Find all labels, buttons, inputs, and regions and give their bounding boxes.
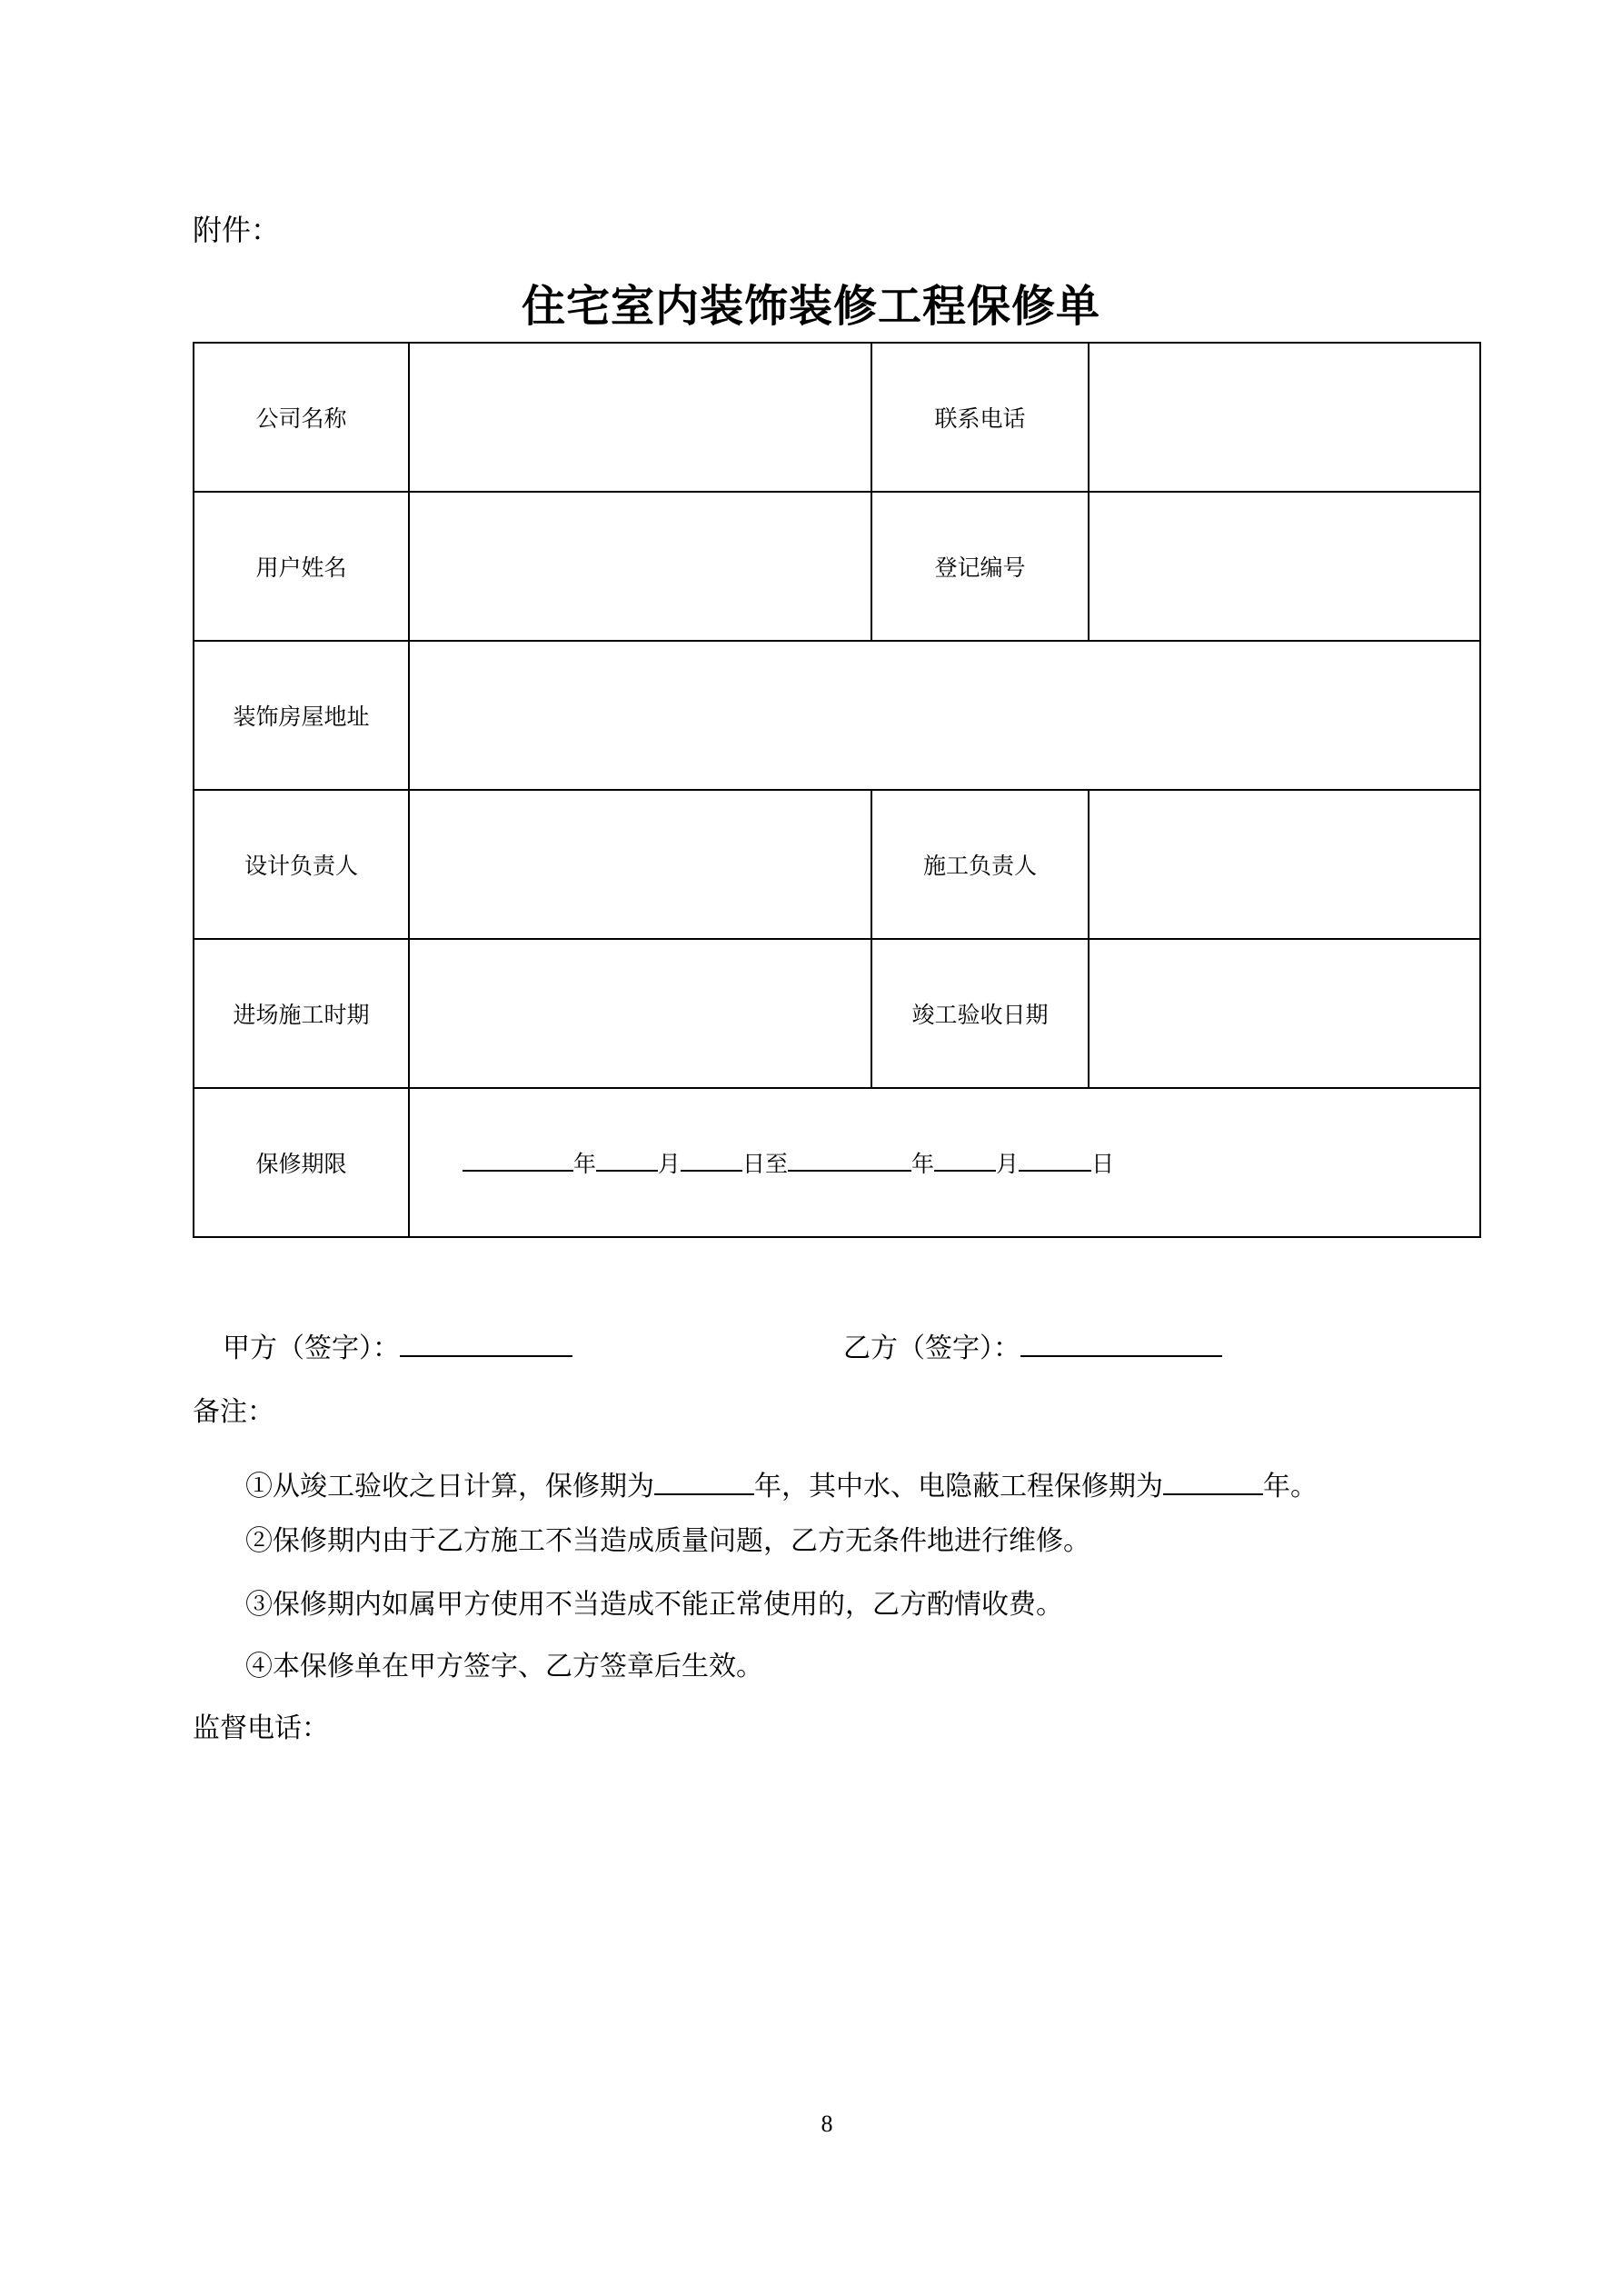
contact-phone-field[interactable] [1089, 343, 1480, 492]
page-title: 住宅室内装饰装修工程保修单 [521, 281, 1100, 332]
year-label: 年 [573, 1153, 597, 1177]
warranty-form-table [193, 342, 1481, 1238]
start-year-blank[interactable] [463, 1146, 573, 1172]
end-year-blank[interactable] [788, 1146, 911, 1172]
start-month-blank[interactable] [596, 1146, 658, 1172]
end-day-blank[interactable] [1019, 1146, 1091, 1172]
supervision-phone-label: 监督电话： [193, 1713, 329, 1743]
attachment-label: 附件： [193, 214, 281, 246]
month-label: 月 [658, 1153, 682, 1177]
address-label: 装饰房屋地址 [194, 641, 409, 790]
day-label: 日 [1091, 1153, 1115, 1177]
party-a-signature [223, 1325, 572, 1365]
company-name-field[interactable] [409, 343, 871, 492]
table-row [194, 492, 1480, 641]
registration-no-field[interactable] [1089, 492, 1480, 641]
table-row [194, 790, 1480, 939]
table-row [194, 343, 1480, 492]
table-row [194, 1088, 1480, 1237]
party-b-signature [843, 1325, 1222, 1365]
party-a-label: 甲方（签字）： [223, 1333, 400, 1363]
entry-date-label: 进场施工时期 [194, 939, 409, 1088]
completion-date-label: 竣工验收日期 [871, 939, 1089, 1088]
party-a-signature-blank[interactable] [400, 1332, 572, 1357]
month-label: 月 [996, 1153, 1020, 1177]
contact-phone-label: 联系电话 [871, 343, 1089, 492]
remark-text: 年。 [1263, 1472, 1318, 1502]
completion-date-field[interactable] [1089, 939, 1480, 1088]
start-day-blank[interactable] [681, 1146, 742, 1172]
construction-lead-field[interactable] [1089, 790, 1480, 939]
construction-lead-label: 施工负责人 [871, 790, 1089, 939]
party-b-signature-blank[interactable] [1020, 1332, 1222, 1357]
user-name-label: 用户姓名 [194, 492, 409, 641]
table-row [194, 641, 1480, 790]
remark-text: 年，其中水、电隐蔽工程保修期为 [754, 1472, 1163, 1502]
warranty-period-label: 保修期限 [194, 1088, 409, 1237]
day-to-label: 日至 [742, 1153, 789, 1177]
remark-item-3: ③保修期内如属甲方使用不当造成不能正常使用的，乙方酌情收费。 [245, 1590, 1063, 1620]
company-name-label: 公司名称 [194, 343, 409, 492]
warranty-years-blank[interactable] [654, 1470, 754, 1495]
end-month-blank[interactable] [934, 1146, 996, 1172]
remark-item-4: ④本保修单在甲方签字、乙方签章后生效。 [245, 1652, 763, 1682]
user-name-field[interactable] [409, 492, 871, 641]
entry-date-field[interactable] [409, 939, 871, 1088]
design-lead-label: 设计负责人 [194, 790, 409, 939]
remark-item-2: ②保修期内由于乙方施工不当造成质量问题，乙方无条件地进行维修。 [245, 1526, 1090, 1556]
party-b-label: 乙方（签字）： [843, 1333, 1020, 1363]
year-label: 年 [911, 1153, 935, 1177]
hidden-works-years-blank[interactable] [1163, 1470, 1263, 1495]
registration-no-label: 登记编号 [871, 492, 1089, 641]
address-field[interactable] [409, 641, 1480, 790]
remarks-label: 备注： [193, 1397, 274, 1427]
warranty-period-field [409, 1088, 1480, 1237]
design-lead-field[interactable] [409, 790, 871, 939]
table-row [194, 939, 1480, 1088]
page-number: 8 [821, 2111, 833, 2137]
remark-text: ①从竣工验收之日计算，保修期为 [245, 1472, 654, 1502]
remark-item-1 [245, 1463, 1318, 1503]
